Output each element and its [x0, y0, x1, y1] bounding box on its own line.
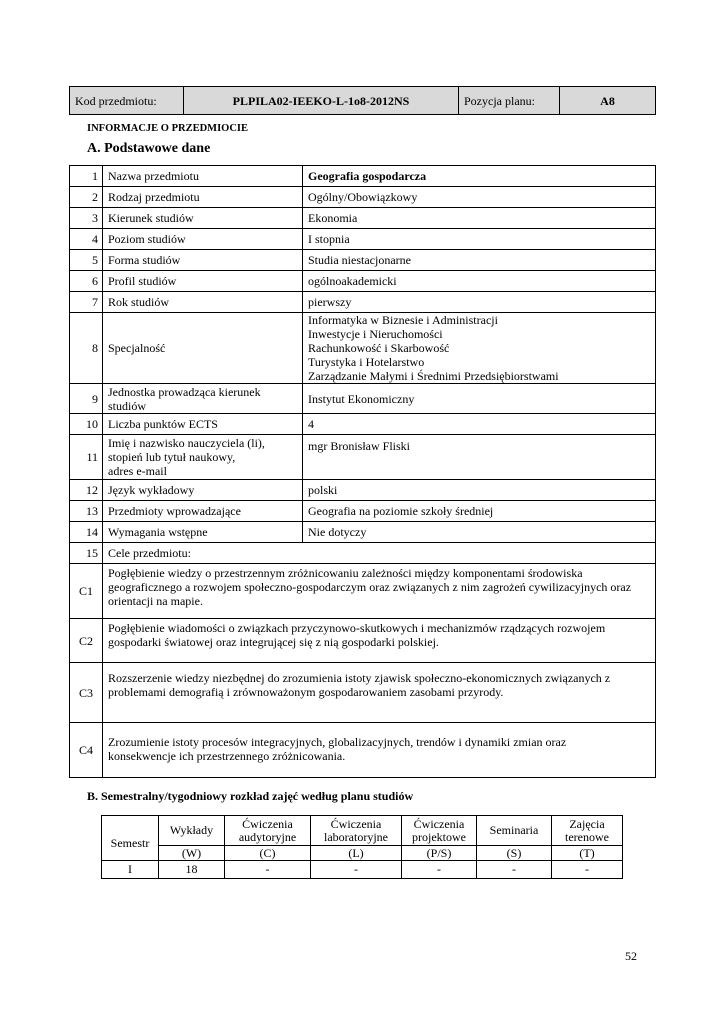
- goal-line: Pogłębienie wiedzy o przestrzennym zróżnicowaniu zależności między komponentami środowiska: [108, 566, 583, 580]
- goal-row: [70, 619, 656, 663]
- row-label-line: stopień lub tytuł naukowy,: [108, 450, 236, 464]
- goal-code: C3: [70, 663, 103, 723]
- goal-text: [103, 663, 656, 723]
- row-label: Wymagania wstępne: [103, 522, 303, 543]
- table-row: [70, 435, 656, 480]
- goal-row: [70, 663, 656, 723]
- basic-data-table: [69, 165, 656, 778]
- row-value: Ekonomia: [303, 208, 656, 229]
- row-number: 10: [70, 414, 103, 435]
- goal-text: [103, 723, 656, 778]
- col-cwiczenia-projektowe: [402, 816, 477, 846]
- col-wyklady: [159, 816, 225, 846]
- goal-text: [103, 564, 656, 619]
- column-abbr: (W): [159, 846, 225, 861]
- row-number: 4: [70, 229, 103, 250]
- row-number: 1: [70, 166, 103, 187]
- course-code-label: Kod przedmiotu:: [70, 87, 184, 115]
- row-value: pierwszy: [303, 292, 656, 313]
- specialization-item: Inwestycje i Nieruchomości: [308, 327, 443, 341]
- schedule-cell: 18: [159, 861, 225, 879]
- row-value: Instytut Ekonomiczny: [303, 384, 656, 414]
- course-code-value: PLPILA02-IEEKO-L-1o8-2012NS: [184, 87, 459, 115]
- column-label: projektowe: [412, 829, 466, 844]
- goal-line: Pogłębienie wiadomości o związkach przyczynowo-skutkowych i mechanizmów rządzących rozwojem: [108, 621, 606, 635]
- specialization-item: Turystyka i Hotelarstwo: [308, 355, 425, 369]
- page-number: 52: [625, 949, 637, 963]
- column-abbr: (C): [225, 846, 311, 861]
- goal-line: orientacji na mapie.: [108, 594, 203, 608]
- row-label-line: studiów: [108, 398, 147, 413]
- row-label: Forma studiów: [103, 250, 303, 271]
- table-row: [70, 271, 656, 292]
- row-number: 11: [70, 435, 103, 480]
- row-label: Profil studiów: [103, 271, 303, 292]
- row-number: 14: [70, 522, 103, 543]
- table-row: [70, 480, 656, 501]
- row-value: Ogólny/Obowiązkowy: [303, 187, 656, 208]
- plan-position-label: Pozycja planu:: [459, 87, 560, 115]
- goal-row: [70, 564, 656, 619]
- row-label: Przedmioty wprowadzające: [103, 501, 303, 522]
- goal-line: gospodarki światowej oraz integrującej się z nią gospodarki polskiej.: [108, 635, 439, 649]
- row-label: Język wykładowy: [103, 480, 303, 501]
- schedule-abbr-row: [102, 846, 623, 861]
- column-abbr: (P/S): [402, 846, 477, 861]
- schedule-header-row: [102, 816, 623, 846]
- table-row: [70, 250, 656, 271]
- goal-line: konsekwencje ich przestrzennego zróżnicowania.: [108, 749, 346, 763]
- row-number: 5: [70, 250, 103, 271]
- specialization-item: Rachunkowość i Skarbowość: [308, 341, 450, 355]
- column-label: Ćwiczenia: [330, 816, 382, 831]
- section-a-title: A. Podstawowe dane: [87, 141, 211, 156]
- goal-row: [70, 723, 656, 778]
- schedule-cell: -: [402, 861, 477, 879]
- column-label: laboratoryjne: [324, 829, 388, 844]
- row-number: 12: [70, 480, 103, 501]
- goal-code: C1: [70, 564, 103, 619]
- schedule-cell: -: [311, 861, 402, 879]
- row-label: Rok studiów: [103, 292, 303, 313]
- goal-text: [103, 619, 656, 663]
- col-zajecia-terenowe: [552, 816, 623, 846]
- column-label: Wykłady: [169, 823, 214, 837]
- row-value: Studia niestacjonarne: [303, 250, 656, 271]
- column-label: Ćwiczenia: [242, 816, 293, 831]
- col-semestr: Semestr: [102, 816, 159, 861]
- row-value: polski: [303, 480, 656, 501]
- row-label: Liczba punktów ECTS: [103, 414, 303, 435]
- column-abbr: (T): [552, 846, 623, 861]
- schedule-cell: -: [477, 861, 552, 879]
- row-value: I stopnia: [303, 229, 656, 250]
- row-label: [103, 384, 303, 414]
- goal-line: problemami demografią i zrównoważonym gospodarowaniem zasobami przyrody.: [108, 685, 504, 699]
- row-number: 7: [70, 292, 103, 313]
- row-value: ogólnoakademicki: [303, 271, 656, 292]
- goal-code: C4: [70, 723, 103, 778]
- col-cwiczenia-audytoryjne: [225, 816, 311, 846]
- table-row: [70, 166, 656, 187]
- schedule-cell: -: [225, 861, 311, 879]
- column-abbr: (S): [477, 846, 552, 861]
- goals-header-row: [70, 543, 656, 564]
- goal-line: geograficznego a rozwojem społeczno-gospodarczym oraz związanych z nim zagrożeń cywilizacyjnych oraz: [108, 580, 632, 594]
- row-number: 9: [70, 384, 103, 414]
- column-label: terenowe: [565, 829, 609, 844]
- row-value: Geografia na poziomie szkoły średniej: [303, 501, 656, 522]
- info-section-label: INFORMACJE O PRZEDMIOCIE: [87, 123, 249, 134]
- table-row: [70, 501, 656, 522]
- goals-header-label: Cele przedmiotu:: [103, 543, 656, 564]
- col-cwiczenia-laboratoryjne: [311, 816, 402, 846]
- row-number: 8: [70, 313, 103, 384]
- course-header-table: [69, 86, 656, 115]
- course-name-value: Geografia gospodarcza: [303, 166, 656, 187]
- table-row: [70, 292, 656, 313]
- teacher-value: mgr Bronisław Fliski: [303, 435, 656, 480]
- row-label: Nazwa przedmiotu: [103, 166, 303, 187]
- specialization-item: Informatyka w Biznesie i Administracji: [308, 313, 498, 327]
- col-seminaria: [477, 816, 552, 846]
- row-label-line: Jednostka prowadząca kierunek: [108, 384, 261, 399]
- specialization-item: Zarządzanie Małymi i Średnimi Przedsiębiorstwami: [308, 369, 559, 383]
- row-number: 3: [70, 208, 103, 229]
- row-label: Specjalność: [103, 313, 303, 384]
- table-row: [70, 208, 656, 229]
- table-row: [70, 313, 656, 384]
- plan-position-value: A8: [560, 87, 656, 115]
- row-label-line: adres e-mail: [108, 464, 167, 478]
- table-row: [70, 187, 656, 208]
- table-row: [70, 384, 656, 414]
- section-b-title: B. Semestralny/tygodniowy rozkład zajęć według planu studiów: [87, 789, 414, 803]
- schedule-data-row: [102, 861, 623, 879]
- specialization-list: [303, 313, 656, 384]
- column-label: audytoryjne: [238, 829, 297, 844]
- row-label: Kierunek studiów: [103, 208, 303, 229]
- row-number: 13: [70, 501, 103, 522]
- row-label-line: Imię i nazwisko nauczyciela (li),: [108, 436, 265, 450]
- row-number: 6: [70, 271, 103, 292]
- column-abbr: (L): [311, 846, 402, 861]
- column-label: Ćwiczenia: [413, 816, 465, 831]
- row-label: Rodzaj przedmiotu: [103, 187, 303, 208]
- row-number: 2: [70, 187, 103, 208]
- row-value: Nie dotyczy: [303, 522, 656, 543]
- schedule-table: [101, 815, 623, 879]
- schedule-cell: -: [552, 861, 623, 879]
- row-value: 4: [303, 414, 656, 435]
- goal-line: Zrozumienie istoty procesów integracyjnych, globalizacyjnych, trendów i dynamiki zmian oraz: [108, 735, 567, 749]
- row-number: 15: [70, 543, 103, 564]
- schedule-cell: I: [102, 861, 159, 879]
- table-row: [70, 229, 656, 250]
- goal-code: C2: [70, 619, 103, 663]
- table-row: [70, 414, 656, 435]
- row-label: Poziom studiów: [103, 229, 303, 250]
- column-label: Zajęcia: [569, 816, 605, 831]
- row-label: [103, 435, 303, 480]
- goal-line: Rozszerzenie wiedzy niezbędnej do zrozumienia istoty zjawisk społeczno-ekonomicznych związanych z: [108, 671, 611, 685]
- table-row: [70, 522, 656, 543]
- column-label: Seminaria: [489, 823, 539, 837]
